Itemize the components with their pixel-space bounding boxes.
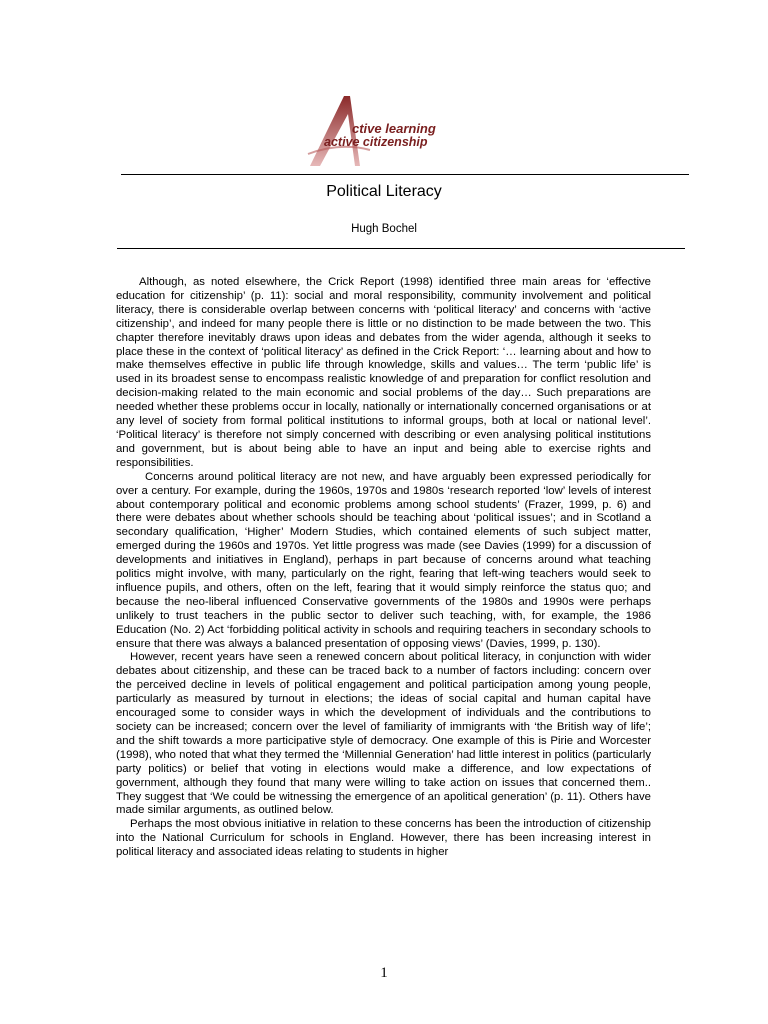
page-title: Political Literacy (326, 183, 442, 200)
header-divider (117, 248, 685, 249)
paragraph-3: However, recent years have seen a renewed concern about political literacy, in conjunction with wider debates about citizenship, and these can be traced back to a number of factors including: concern over the perceived decline in levels of political engagement and political participation among young people, particularly as measured by turnout in elections; the ideas of social capital and human capital have encouraged some to consider ways in which the development of individuals and the contributions to society can be increased; concern over the level of familiarity of immigrants with ‘the British way of life’; and the shift towards a more participative style of democracy. One example of this is Pirie and Worcester (1998), who noted that what they termed the ‘Millennial Generation’ had little interest in politics (particularly party politics) or belief that voting in elections would make a difference, and low expectations of government, although they found that many were willing to take action on issues that concerned them.. They suggest that ‘We could be witnessing the emergence of an apolitical generation’ (p. 11). Others have made similar arguments, as outlined below. (116, 651, 651, 817)
body-text (116, 276, 651, 860)
paragraph-2: Concerns around political literacy are not new, and have arguably been expressed periodically for over a century. For example, during the 1960s, 1970s and 1980s ‘research reported ‘low’ levels of interest about contemporary political and economic problems among school students’ (Frazer, 1999, p. 6) and there were debates about whether schools should be teaching about ‘political issues’; and in Scotland a secondary qualification, ‘Higher’ Modern Studies, which contained elements of such subject matter, emerged during the 1960s and 1970s. Yet little progress was made (see Davies (1999) for a discussion of developments and initiatives in England), perhaps in part because of concerns around what teaching politics might involve, with many, particularly on the right, fearing that left-wing teachers would seek to influence pupils, and others, often on the left, fearing that it would simply reinforce the status quo; and because the neo-liberal influenced Conservative governments of the 1980s and 1990s were perhaps unlikely to trust teachers in the public sector to deliver such teaching, with, for example, the 1986 Education (No. 2) Act ‘forbidding political activity in schools and requiring teachers in secondary schools to ensure that there was always a balanced presentation of opposing views’ (Davies, 1999, p. 130). (116, 470, 651, 650)
page-number: 1 (380, 965, 388, 981)
paragraph-4: Perhaps the most obvious initiative in relation to these concerns has been the introduction of citizenship into the National Curriculum for schools in England. However, there has been increasing interest in political literacy and associated ideas relating to students in higher (116, 818, 651, 859)
author-name: Hugh Bochel (351, 223, 417, 235)
top-divider (121, 174, 689, 175)
active-learning-logo (300, 94, 470, 168)
paragraph-1: Although, as noted elsewhere, the Crick Report (1998) identified three main areas for ‘effective education for citizenship’ (p. 11): social and moral responsibility, community involvement and political literacy, there is considerable overlap between concerns with ‘political literacy’ and concerns with ‘active citizenship’, and indeed for many people there is little or no distinction to be made between the two. This chapter therefore inevitably draws upon ideas and debates from the wider agenda, although it seeks to place these in the context of ‘political literacy’ as defined in the Crick Report: ‘… learning about and how to make themselves effective in public life through knowledge, skills and values… The term ‘public life’ is used in its broadest sense to encompass realistic knowledge of and preparation for conflict resolution and decision-making related to the main economic and social problems of the day… Such preparations are needed whether these problems occur in locally, nationally or internationally concerned organisations or at any level of society from formal political institutions to informal groups, both at local or national level’. ‘Political literacy’ is therefore not simply concerned with describing or even analysing political institutions and government, but is about being able to have an input and being able to exercise rights and responsibilities. (116, 276, 651, 469)
logo-line-2: active citizenship (324, 135, 428, 149)
logo-line-1: ctive learning (352, 121, 436, 136)
